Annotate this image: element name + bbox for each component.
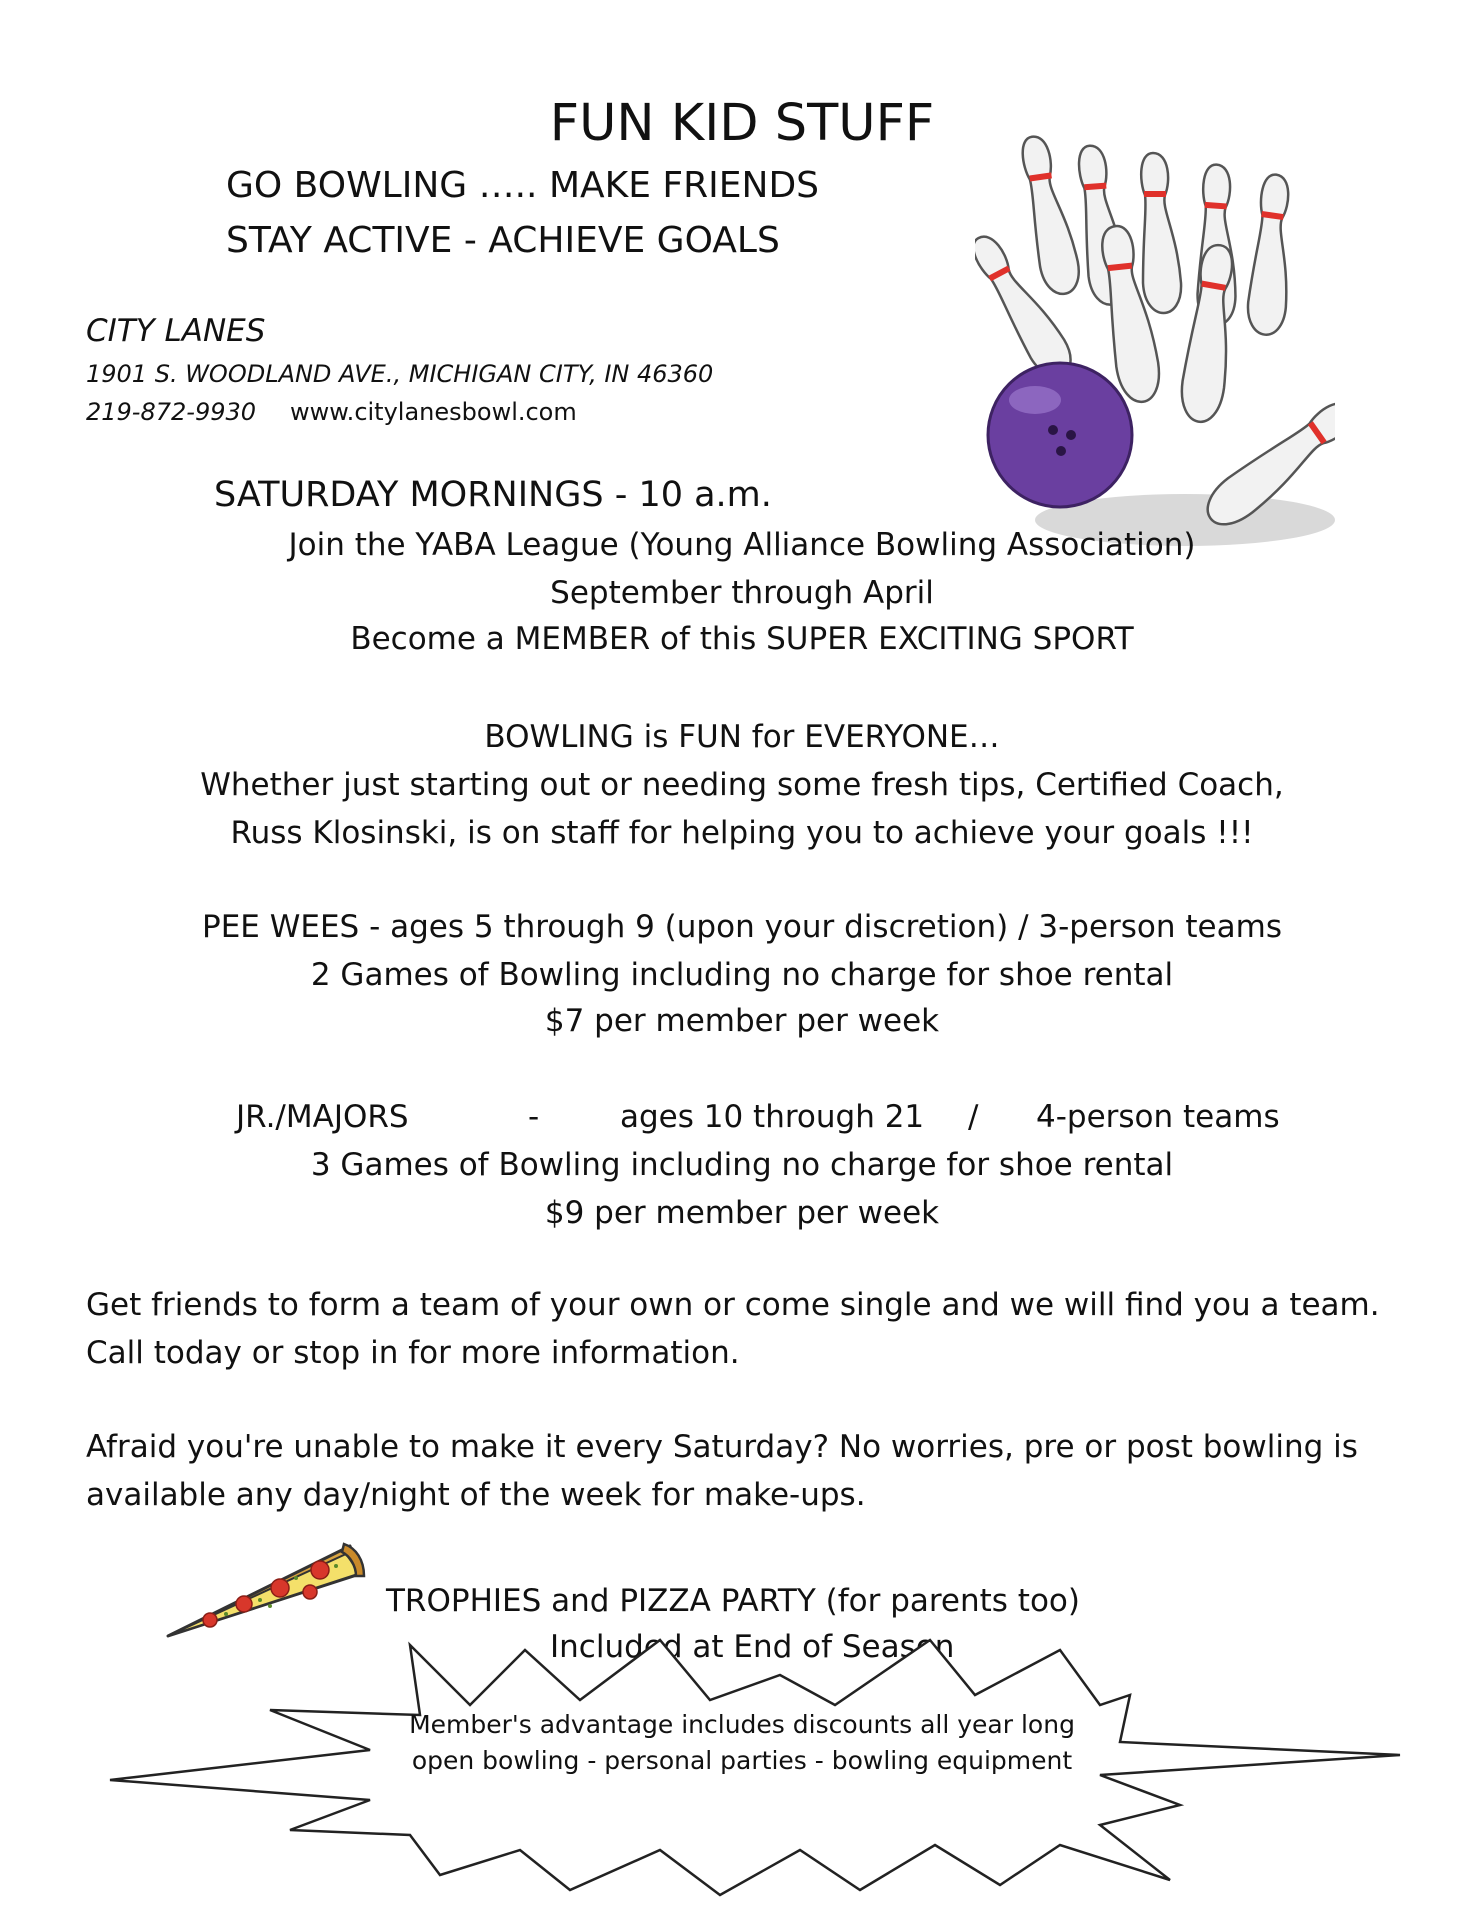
bowling-pins-illustration	[975, 115, 1335, 555]
tagline-2: STAY ACTIVE - ACHIEVE GOALS	[226, 220, 780, 261]
pin-icon	[1175, 243, 1249, 425]
teams-line-1: Get friends to form a team of your own or come single and we will find you a team.	[86, 1287, 1380, 1323]
makeups-line-2: available any day/night of the week for make-ups.	[86, 1477, 866, 1513]
majors-slash: /	[968, 1099, 979, 1135]
pin-icon	[1141, 153, 1181, 313]
venue-website-link[interactable]: www.citylanesbowl.com	[290, 398, 577, 426]
party-line-2: Included at End of Season	[550, 1629, 955, 1665]
majors-dash: -	[528, 1099, 540, 1135]
pin-icon	[1242, 173, 1304, 337]
schedule-line-2: September through April	[550, 575, 934, 611]
coach-line-2: Russ Klosinski, is on staff for helping you to achieve your goals !!!	[230, 815, 1254, 851]
bowling-ball-icon	[988, 363, 1132, 507]
venue-phone: 219-872-9930	[86, 398, 257, 426]
schedule-heading: SATURDAY MORNINGS - 10 a.m.	[214, 475, 772, 515]
schedule-line-3: Become a MEMBER of this SUPER EXCITING SPORT	[350, 621, 1134, 657]
schedule-line-1: Join the YABA League (Young Alliance Bowling Association)	[288, 527, 1196, 563]
makeups-line-1: Afraid you're unable to make it every Saturday? No worries, pre or post bowling is	[86, 1429, 1358, 1465]
pee-wees-line-3: $7 per member per week	[544, 1003, 940, 1039]
page-title: FUN KID STUFF	[549, 94, 935, 153]
pin-icon	[1020, 133, 1082, 297]
tagline-1: GO BOWLING ….. MAKE FRIENDS	[226, 165, 820, 206]
burst-line-2: open bowling - personal parties - bowling equipment	[411, 1746, 1073, 1775]
pee-wees-line-2: 2 Games of Bowling including no charge for shoe rental	[310, 957, 1174, 993]
venue-name: CITY LANES	[86, 313, 266, 349]
teams-line-2: Call today or stop in for more information.	[86, 1335, 740, 1371]
majors-ages: ages 10 through 21	[620, 1099, 925, 1135]
burst-line-1: Member's advantage includes discounts all year long	[409, 1710, 1075, 1739]
coach-line-1: Whether just starting out or needing some fresh tips, Certified Coach,	[200, 767, 1284, 803]
pee-wees-line-1: PEE WEES - ages 5 through 9 (upon your discretion) / 3-person teams	[202, 909, 1282, 945]
majors-label: JR./MAJORS	[236, 1099, 409, 1135]
majors-line-3: $9 per member per week	[544, 1195, 940, 1231]
majors-teams: 4-person teams	[1036, 1099, 1280, 1135]
coach-heading: BOWLING is FUN for EVERYONE…	[484, 719, 1000, 755]
venue-address: 1901 S. WOODLAND AVE., MICHIGAN CITY, IN 46360	[86, 360, 714, 388]
party-line-1: TROPHIES and PIZZA PARTY (for parents too)	[386, 1583, 1080, 1619]
majors-line-2: 3 Games of Bowling including no charge for shoe rental	[310, 1147, 1174, 1183]
pizza-slice-icon	[160, 1526, 370, 1646]
